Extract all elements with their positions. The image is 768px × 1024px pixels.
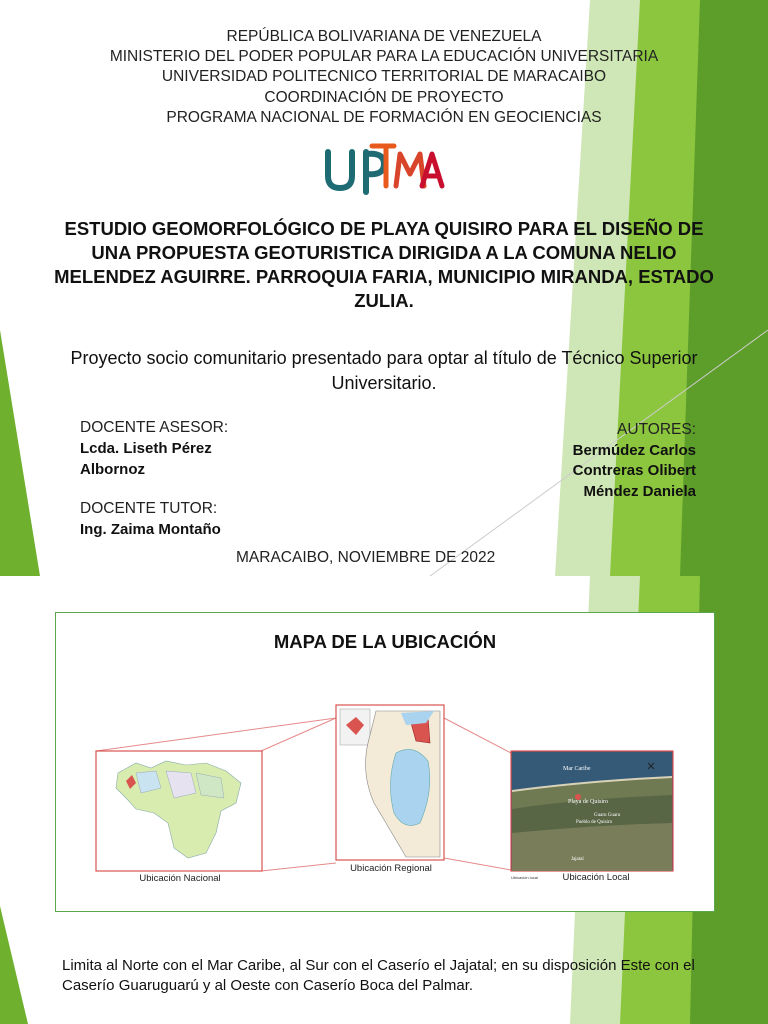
project-subtitle: Proyecto socio comunitario presentado para optar al título de Técnico Superior Universitario.	[70, 348, 698, 393]
map-title: MAPA DE LA UBICACIÓN	[273, 631, 497, 652]
institution-line-5: PROGRAMA NACIONAL DE FORMACIÓN EN GEOCIENCIAS	[166, 109, 602, 126]
institution-line-2: MINISTERIO DEL PODER POPULAR PARA LA EDUCACIÓN UNIVERSITARIA	[109, 48, 659, 65]
location-slide	[0, 576, 768, 1024]
location-description: Limita al Norte con el Mar Caribe, al Sur con el Caserío el Jajatal; en su disposición Este con el Caserío Guaruguarú y al Oeste con Caserío Boca del Palmar.	[62, 957, 695, 994]
advisor-label: DOCENTE ASESOR:	[80, 419, 229, 436]
local-map	[511, 751, 673, 880]
regional-map	[336, 705, 444, 860]
caption-regional: Ubicación Regional	[350, 863, 432, 874]
uptma-logo	[322, 140, 446, 196]
local-label-jajatal: Jajatal	[571, 857, 584, 862]
local-label-town: Pueblo de Quisiro	[576, 820, 613, 825]
date-place: MARACAIBO, NOVIEMBRE DE 2022	[236, 549, 496, 566]
authors-label: AUTORES:	[617, 421, 696, 438]
tutor-label: DOCENTE TUTOR:	[80, 500, 218, 517]
map-panel	[55, 612, 715, 912]
local-label-tiny: Ubicación local	[511, 875, 538, 880]
institution-line-3: UNIVERSIDAD POLITECNICO TERRITORIAL DE MARACAIBO	[161, 68, 607, 85]
caption-local: Ubicación Local	[562, 872, 630, 883]
national-map	[96, 751, 262, 871]
advisor-name-line1: Lcda. Liseth Pérez	[80, 440, 212, 457]
author-1: Bermúdez Carlos	[572, 442, 696, 459]
author-2: Contreras Olibert	[572, 462, 696, 479]
project-title: ESTUDIO GEOMORFOLÓGICO DE PLAYA QUISIRO PARA EL DISEÑO DE UNA PROPUESTA GEOTURISTICA DIRIGIDA A LA COMUNA NELIO MELENDEZ AGUIRRE. PARROQUIA FARIA, MUNICIPIO MIRANDA, ESTADO ZULIA.	[54, 218, 714, 311]
local-label-sea: Mar Caribe	[563, 766, 591, 772]
local-label-beach: Playa de Quisiro	[568, 799, 608, 805]
author-3: Méndez Daniela	[583, 483, 696, 500]
institution-line-1: REPÚBLICA BOLIVARIANA DE VENEZUELA	[226, 28, 542, 45]
institution-line-4: COORDINACIÓN DE PROYECTO	[264, 89, 504, 106]
advisor-name-line2: Albornoz	[80, 461, 145, 478]
caption-national: Ubicación Nacional	[139, 873, 221, 884]
local-label-guaruguaru: Guaru Guaru	[594, 813, 621, 818]
tutor-name: Ing. Zaima Montaño	[80, 521, 221, 538]
